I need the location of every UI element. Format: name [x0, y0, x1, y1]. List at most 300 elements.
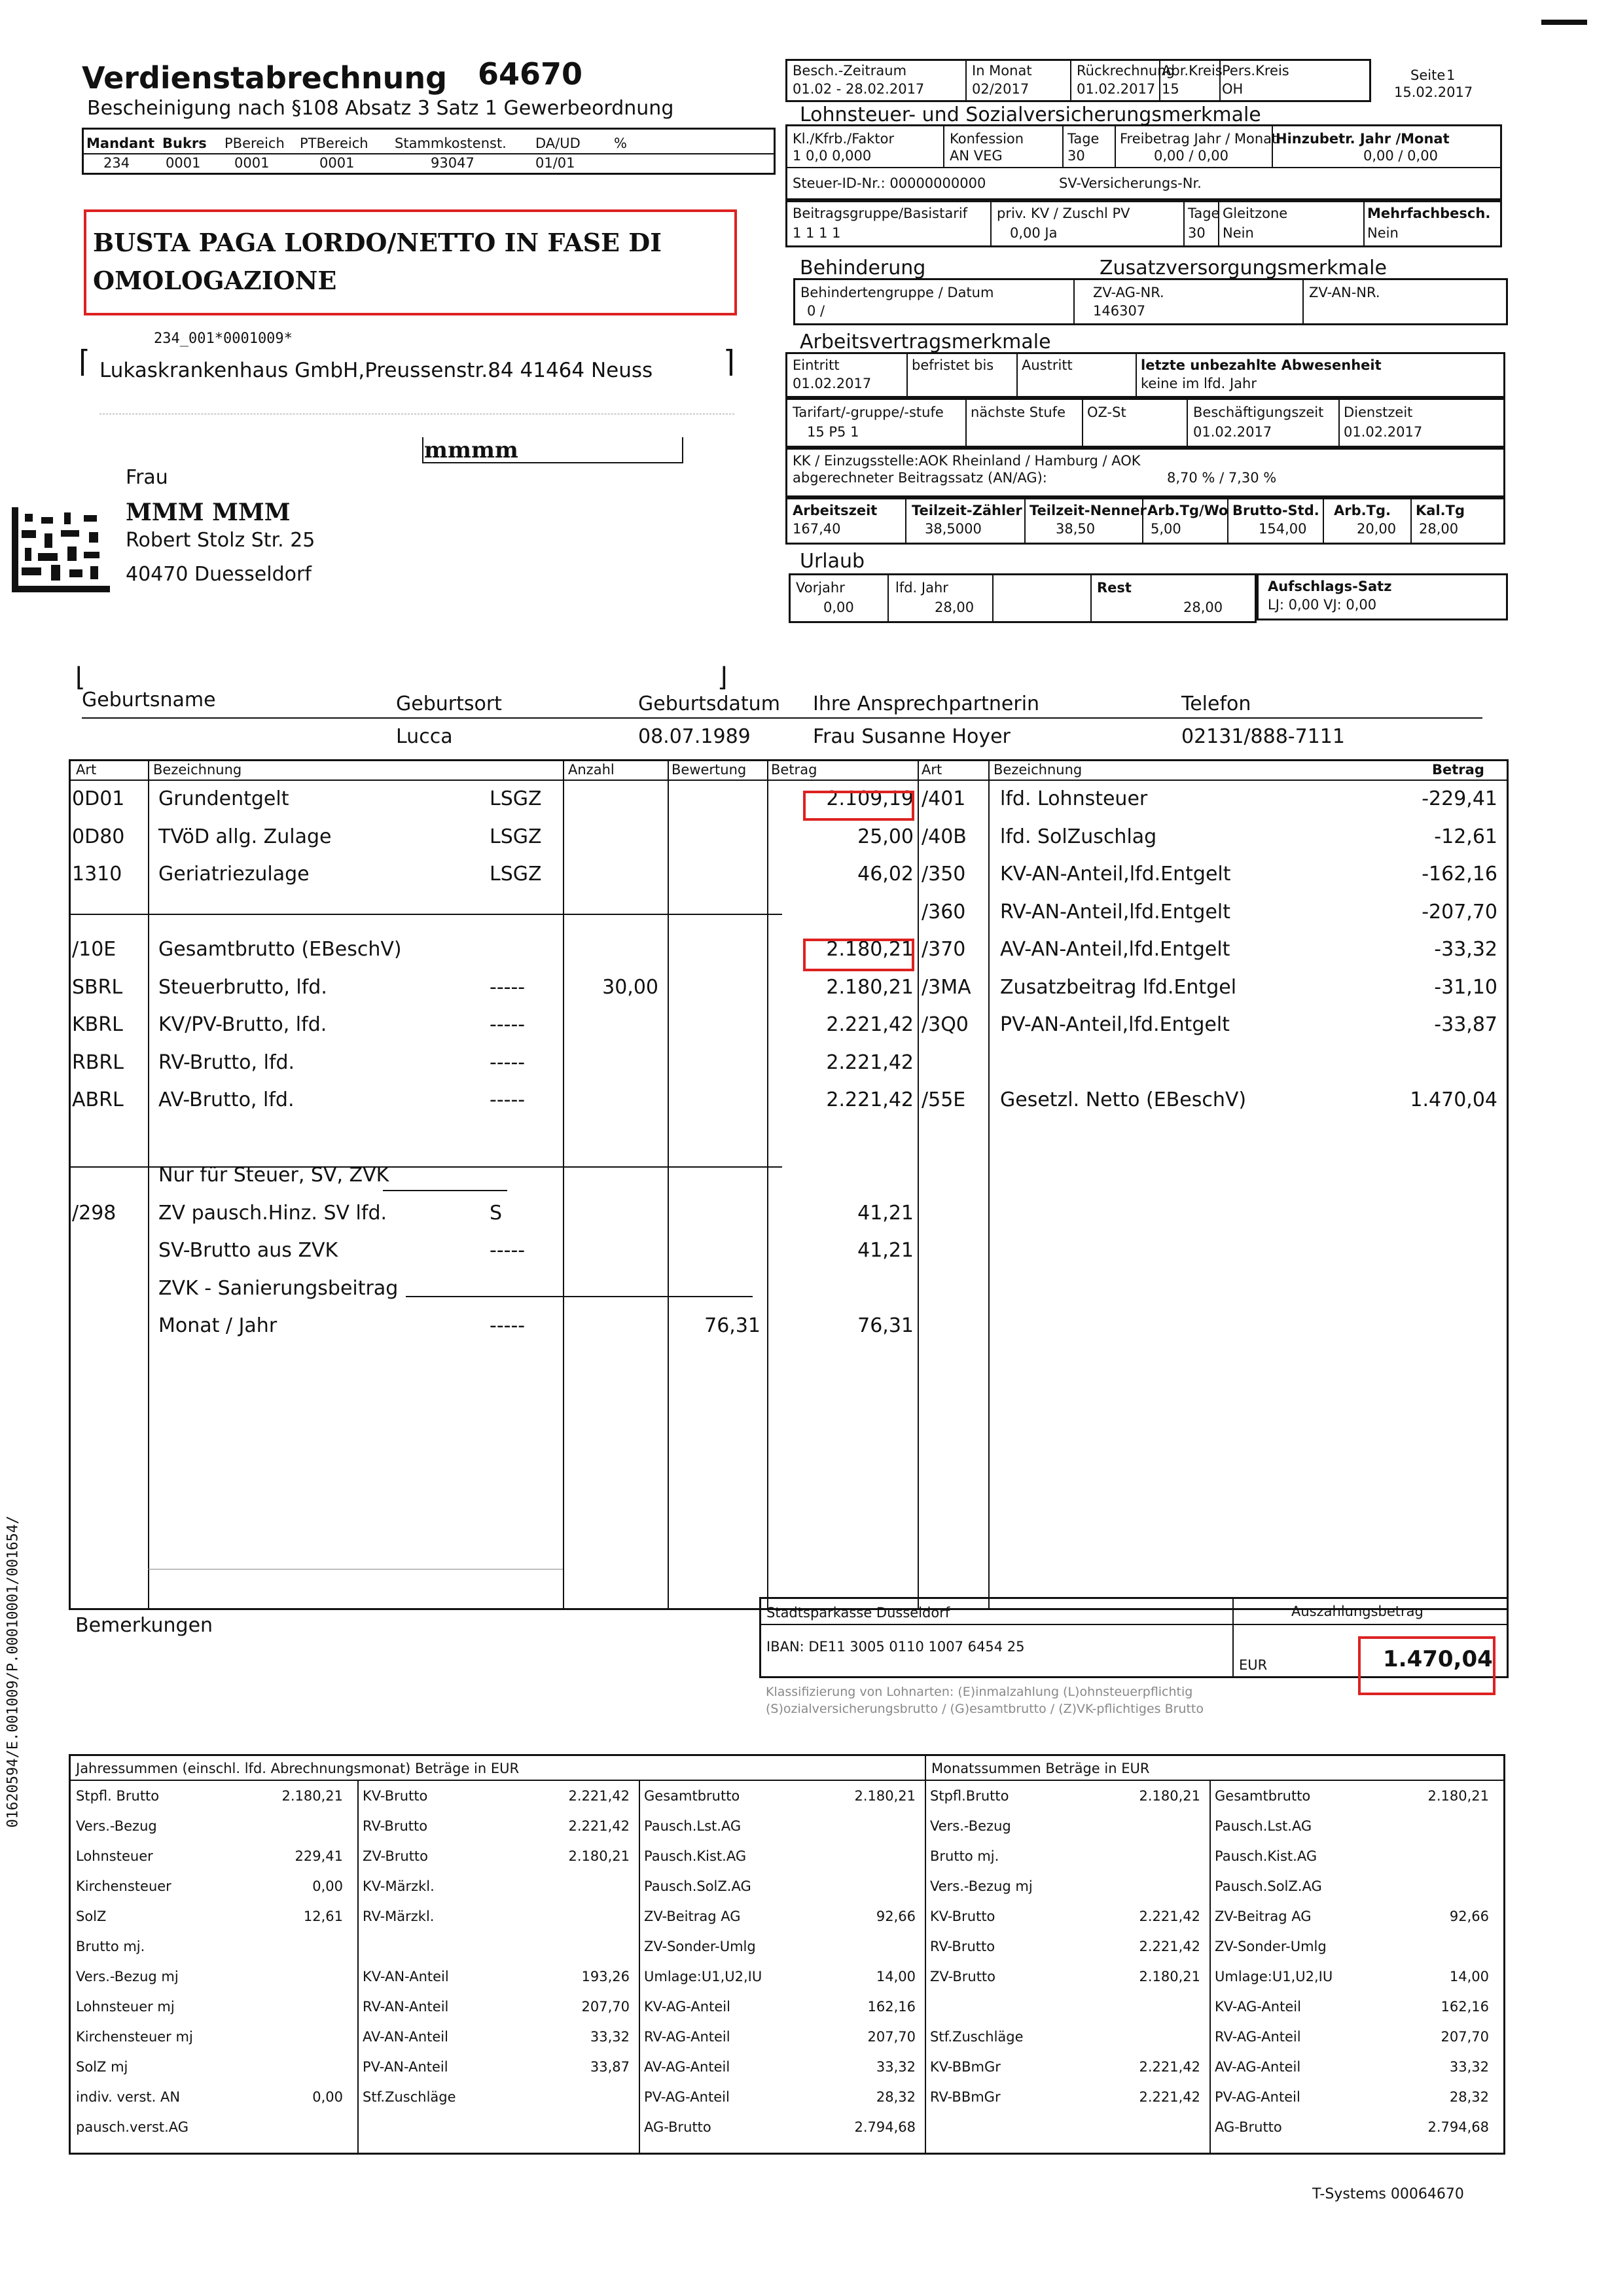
sum-label: Vers.-Bezug: [76, 1818, 157, 1834]
sum-label: RV-Märzkl.: [363, 1909, 435, 1924]
beitragsgruppe-value: 1 1 1 1: [793, 225, 841, 241]
sum-label: Vers.-Bezug: [930, 1818, 1011, 1834]
in-monat-label: In Monat: [972, 63, 1032, 79]
sum-label: AG-Brutto: [1215, 2119, 1282, 2135]
datamatrix-code: [12, 507, 110, 592]
left-row-flag: LSGZ: [490, 787, 542, 810]
sum-label: Stf.Zuschläge: [930, 2029, 1024, 2045]
left-row-flag: -----: [490, 1088, 526, 1111]
urlaub-title: Urlaub: [800, 550, 865, 573]
left-row-bezeichnung: ZV pausch.Hinz. SV lfd.: [158, 1201, 387, 1225]
pers-kreis-value: OH: [1222, 81, 1244, 97]
sum-label: Brutto mj.: [76, 1939, 145, 1954]
dienstzeit-label: Dienstzeit: [1344, 404, 1413, 420]
behinderung-title: Behinderung: [800, 257, 926, 279]
sum-value: 92,66: [1449, 1909, 1489, 1924]
right-row-bezeichnung: Gesetzl. Netto (EBeschV): [1000, 1088, 1247, 1111]
urlaub-box: [789, 573, 1257, 623]
sum-label: KV-AG-Anteil: [644, 1999, 730, 2015]
print-date: 15.02.2017: [1394, 84, 1473, 100]
arbeitszeit-label: Arbeitszeit: [793, 503, 878, 518]
stammkostenst-label: Stammkostenst.: [395, 135, 507, 151]
beitrag-box: [785, 200, 1502, 247]
abwesenheit-value: keine im lfd. Jahr: [1141, 376, 1257, 391]
sum-value: 2.221,42: [1139, 1939, 1200, 1954]
konfession-value: AN VEG: [950, 148, 1003, 164]
sum-label: ZV-Sonder-Umlg: [644, 1939, 756, 1954]
left-row-flag: -----: [490, 1013, 526, 1036]
sum-label: Lohnsteuer: [76, 1848, 153, 1864]
left-row-betrag: 41,21: [857, 1201, 914, 1225]
sum-label: AV-AG-Anteil: [644, 2059, 730, 2075]
sum-label: Kirchensteuer mj: [76, 2029, 193, 2045]
zv-ag-nr-label: ZV-AG-NR.: [1093, 285, 1164, 300]
sum-label: Pausch.SolZ.AG: [1215, 1878, 1322, 1894]
zv-an-nr-label: ZV-AN-NR.: [1309, 285, 1380, 300]
left-row-betrag: 25,00: [857, 825, 914, 848]
right-row-art: /3Q0: [922, 1013, 969, 1036]
iban: IBAN: DE11 3005 0110 1007 6454 25: [766, 1639, 1025, 1655]
right-row-art: /3MA: [922, 975, 971, 999]
employer-line: Lukaskrankenhaus GmbH,Preussenstr.84 41464 Neuss: [99, 359, 653, 382]
sum-label: indiv. verst. AN: [76, 2089, 181, 2105]
sum-value: 28,32: [876, 2089, 916, 2105]
sum-value: 207,70: [867, 2029, 916, 2045]
left-row-flag: LSGZ: [490, 825, 542, 848]
document-title: Verdienstabrechnung: [82, 60, 448, 96]
sum-label: Brutto mj.: [930, 1848, 999, 1864]
lfd-jahr-value: 28,00: [935, 600, 975, 615]
left-row-art: SBRL: [72, 975, 123, 999]
abr-kreis-value: 15: [1162, 81, 1179, 97]
left-row-bezeichnung: Grundentgelt: [158, 787, 289, 810]
employee-city: 40470 Duesseldorf: [126, 563, 312, 586]
sum-label: RV-AN-Anteil: [363, 1999, 449, 2015]
right-row-bezeichnung: RV-AN-Anteil,lfd.Entgelt: [1000, 900, 1231, 924]
sum-label: SolZ: [76, 1909, 107, 1924]
left-row-bezeichnung: Nur für Steuer, SV, ZVK: [158, 1164, 389, 1187]
right-row-art: /40B: [922, 825, 967, 848]
rest-label: Rest: [1097, 580, 1132, 596]
salutation: Frau: [126, 466, 168, 489]
besch-zeitraum-value: 01.02 - 28.02.2017: [793, 81, 925, 97]
col-anzahl: Anzahl: [568, 762, 615, 778]
tarif-box: [785, 398, 1505, 448]
sum-value: 0,00: [312, 2089, 343, 2105]
payout-amount: 1.470,04: [1383, 1646, 1493, 1672]
mandant-value: 234: [103, 155, 130, 171]
sum-label: Pausch.Lst.AG: [644, 1818, 742, 1834]
arb-tg-wo-value: 5,00: [1151, 521, 1181, 537]
steuer-id: Steuer-ID-Nr.: 00000000000: [793, 175, 986, 191]
left-row-art: 0D80: [72, 825, 125, 848]
sum-label: Stpfl.Brutto: [930, 1788, 1009, 1804]
mehrfachbesch-value: Nein: [1367, 225, 1399, 241]
left-row-bezeichnung: Geriatriezulage: [158, 863, 310, 886]
sum-value: 2.180,21: [568, 1848, 630, 1864]
ptbereich-value: 0001: [319, 155, 355, 171]
in-monat-value: 02/2017: [972, 81, 1030, 97]
left-row-betrag: 2.180,21: [826, 938, 914, 961]
tax-section-title: Lohnsteuer- und Sozialversicherungsmerkmale: [800, 103, 1261, 126]
left-row-flag: S: [490, 1201, 503, 1225]
oz-st-label: OZ-St: [1087, 404, 1126, 420]
brutto-std-value: 154,00: [1259, 521, 1307, 537]
left-row-bezeichnung: ZVK - Sanierungsbeitrag: [158, 1276, 399, 1300]
sum-value: 2.180,21: [854, 1788, 916, 1804]
sum-label: Pausch.Kist.AG: [1215, 1848, 1317, 1864]
left-row-anzahl: 30,00: [602, 975, 658, 999]
beschaeftigungszeit-label: Beschäftigungszeit: [1193, 404, 1324, 420]
sum-label: PV-AG-Anteil: [1215, 2089, 1300, 2105]
left-row-betrag: 2.221,42: [826, 1013, 914, 1036]
percent-label: %: [614, 135, 627, 151]
vorjahr-label: Vorjahr: [796, 580, 845, 596]
behindertengruppe-label: Behindertengruppe / Datum: [800, 285, 994, 300]
freibetrag-label: Freibetrag Jahr / Monat: [1120, 131, 1278, 147]
sum-label: ZV-Beitrag AG: [644, 1909, 741, 1924]
col-betrag-right: Betrag: [1432, 762, 1484, 778]
pers-kreis-label: Pers.Kreis: [1222, 63, 1289, 79]
sum-value: 12,61: [303, 1909, 343, 1924]
ansprechpartnerin-label: Ihre Ansprechpartnerin: [813, 692, 1040, 715]
beitragsgruppe-label: Beitragsgruppe/Basistarif: [793, 206, 968, 221]
sum-label: Umlage:U1,U2,IU: [644, 1969, 762, 1984]
sum-label: RV-Brutto: [930, 1939, 995, 1954]
mandant-box: [82, 128, 776, 175]
sum-label: AG-Brutto: [644, 2119, 711, 2135]
tarifart-value: 15 P5 1: [807, 424, 859, 440]
left-row-art: RBRL: [72, 1050, 124, 1074]
sum-label: Stpfl. Brutto: [76, 1788, 160, 1804]
eintritt-value: 01.02.2017: [793, 376, 872, 391]
sum-label: Pausch.Kist.AG: [644, 1848, 747, 1864]
bemerkungen-label: Bemerkungen: [75, 1614, 213, 1637]
bukrs-label: Bukrs: [162, 135, 207, 151]
arb-tg-label: Arb.Tg.: [1334, 503, 1391, 518]
sum-label: PV-AG-Anteil: [644, 2089, 730, 2105]
gesamtbrutto-highlight: [803, 939, 914, 971]
geburtsname-label: Geburtsname: [82, 689, 216, 711]
teilzeit-zaehler-value: 38,5000: [925, 521, 982, 537]
corner-mark-br: ⌋: [717, 662, 728, 692]
sum-value: 2.794,68: [1427, 2119, 1489, 2135]
sum-label: Gesamtbrutto: [1215, 1788, 1311, 1804]
sum-value: 207,70: [581, 1999, 630, 2015]
right-row-betrag: -162,16: [1422, 863, 1497, 886]
right-row-betrag: 1.470,04: [1410, 1088, 1497, 1111]
right-row-bezeichnung: PV-AN-Anteil,lfd.Entgelt: [1000, 1013, 1230, 1036]
rueckrechnung-label: Rückrechnung: [1077, 63, 1175, 79]
sum-label: RV-Brutto: [363, 1818, 428, 1834]
tage-label: Tage: [1067, 131, 1100, 147]
left-row-flag: -----: [490, 975, 526, 999]
sum-label: Umlage:U1,U2,IU: [1215, 1969, 1333, 1984]
sum-label: ZV-Sonder-Umlg: [1215, 1939, 1327, 1954]
right-row-betrag: -31,10: [1434, 975, 1497, 999]
tage2-value: 30: [1188, 225, 1206, 241]
sum-label: KV-AG-Anteil: [1215, 1999, 1301, 2015]
gleitzone-label: Gleitzone: [1223, 206, 1288, 221]
left-row-bezeichnung: Steuerbrutto, lfd.: [158, 975, 327, 999]
left-row-bezeichnung: TVöD allg. Zulage: [158, 825, 332, 848]
sum-value: 14,00: [1449, 1969, 1489, 1984]
eintritt-label: Eintritt: [793, 357, 840, 373]
rest-value: 28,00: [1183, 600, 1223, 615]
sum-value: 28,32: [1449, 2089, 1489, 2105]
grundentgelt-highlight: [803, 791, 914, 821]
behindertengruppe-value: 0 /: [807, 303, 825, 319]
arbeitszeit-value: 167,40: [793, 521, 841, 537]
kk-box: [785, 448, 1505, 497]
right-row-betrag: -12,61: [1434, 825, 1497, 848]
sum-value: 33,87: [590, 2059, 630, 2075]
sum-value: 33,32: [590, 2029, 630, 2045]
red-note-box: [84, 209, 737, 315]
sum-label: KV-AN-Anteil: [363, 1969, 449, 1984]
beitragssatz-label: abgerechneter Beitragssatz (AN/AG):: [793, 470, 1047, 486]
left-row-art: /10E: [72, 938, 116, 961]
left-row-flag: -----: [490, 1314, 526, 1337]
right-row-betrag: -207,70: [1422, 900, 1497, 924]
left-row-bezeichnung: SV-Brutto aus ZVK: [158, 1239, 338, 1262]
left-row-art: /298: [72, 1201, 116, 1225]
sum-label: RV-AG-Anteil: [644, 2029, 730, 2045]
teilzeit-nenner-label: Teilzeit-Nenner: [1030, 503, 1147, 518]
kl-label: Kl./Kfrb./Faktor: [793, 131, 895, 147]
bukrs-value: 0001: [166, 155, 201, 171]
right-row-betrag: -229,41: [1422, 787, 1497, 810]
left-row-betrag: 2.109,19: [826, 787, 914, 810]
overlay-top-text: mmmm: [424, 437, 518, 463]
tarifart-label: Tarifart/-gruppe/-stufe: [793, 404, 944, 420]
sum-value: 33,32: [876, 2059, 916, 2075]
sum-value: 2.180,21: [1139, 1969, 1200, 1984]
priv-kv-label: priv. KV / Zuschl PV: [997, 206, 1130, 221]
zv-ag-nr-value: 146307: [1093, 303, 1146, 319]
vorjahr-value: 0,00: [823, 600, 854, 615]
sum-value: 2.180,21: [281, 1788, 343, 1804]
geburtsort-value: Lucca: [396, 725, 453, 748]
sum-value: 2.221,42: [1139, 2089, 1200, 2105]
sum-label: RV-AG-Anteil: [1215, 2029, 1301, 2045]
befristet-label: befristet bis: [912, 357, 994, 373]
fine-print-2: (S)ozialversicherungsbrutto / (G)esamtbrutto / (Z)VK-pflichtiges Brutto: [766, 1702, 1204, 1716]
left-row-bezeichnung: Monat / Jahr: [158, 1314, 278, 1337]
col-art-right: Art: [922, 762, 942, 778]
employee-street: Robert Stolz Str. 25: [126, 529, 315, 552]
document-subtitle: Bescheinigung nach §108 Absatz 3 Satz 1 Gewerbeordnung: [87, 97, 674, 120]
kal-tg-label: Kal.Tg: [1416, 503, 1465, 518]
geburtsort-label: Geburtsort: [396, 692, 502, 715]
employee-name: MMM MMM: [126, 499, 291, 526]
side-barcode-text: 01620594/E.001009/P.00010001/001654/: [5, 1515, 22, 1828]
left-row-betrag: 46,02: [857, 863, 914, 886]
tax-box: [785, 124, 1502, 200]
corner-bar: [1541, 20, 1587, 25]
geburtsdatum-label: Geburtsdatum: [638, 692, 780, 715]
right-row-bezeichnung: Zusatzbeitrag lfd.Entgel: [1000, 975, 1237, 999]
eintritt-box: [785, 352, 1505, 398]
right-row-art: /55E: [922, 1088, 966, 1111]
col-bewertung: Bewertung: [672, 762, 747, 778]
left-row-betrag: 2.180,21: [826, 975, 914, 999]
kk-label: KK / Einzugsstelle:AOK Rheinland / Hamburg / AOK: [793, 453, 1141, 469]
telefon-label: Telefon: [1181, 692, 1251, 715]
left-row-betrag: 2.221,42: [826, 1050, 914, 1074]
sum-value: 0,00: [312, 1878, 343, 1894]
sum-label: ZV-Brutto: [363, 1848, 429, 1864]
address-code: 234_001*0001009*: [154, 331, 293, 347]
aufschlag-value: LJ: 0,00 VJ: 0,00: [1268, 597, 1377, 613]
sum-value: 162,16: [867, 1999, 916, 2015]
behinderung-box: [793, 278, 1508, 325]
col-bezeichnung-right: Bezeichnung: [994, 762, 1083, 778]
left-row-betrag: 2.221,42: [826, 1088, 914, 1111]
left-row-flag: -----: [490, 1050, 526, 1074]
sum-label: Stf.Zuschläge: [363, 2089, 456, 2105]
jahressummen-title: Jahressummen (einschl. lfd. Abrechnungsmonat) Beträge in EUR: [76, 1761, 520, 1776]
sums-table: [69, 1754, 1505, 2155]
right-row-bezeichnung: lfd. SolZuschlag: [1000, 825, 1157, 848]
teilzeit-zaehler-label: Teilzeit-Zähler: [912, 503, 1022, 518]
left-row-bezeichnung: RV-Brutto, lfd.: [158, 1050, 295, 1074]
col-betrag-left: Betrag: [771, 762, 817, 778]
priv-kv-value: 0,00 Ja: [1010, 225, 1058, 241]
corner-mark-left: ⌈: [79, 344, 90, 379]
corner-mark-right: ⌉: [723, 344, 735, 379]
left-row-art: KBRL: [72, 1013, 123, 1036]
left-row-betrag: 41,21: [857, 1239, 914, 1262]
mehrfachbesch-label: Mehrfachbesch.: [1367, 206, 1491, 221]
sum-value: 162,16: [1441, 1999, 1489, 2015]
sum-label: Pausch.Lst.AG: [1215, 1818, 1312, 1834]
sum-value: 2.180,21: [1139, 1788, 1200, 1804]
hinzubetrag-label: Hinzubetr. Jahr /Monat: [1276, 131, 1450, 147]
sum-value: 193,26: [581, 1969, 630, 1984]
footer-text: T-Systems 00064670: [1312, 2186, 1464, 2202]
sum-label: RV-BBmGr: [930, 2089, 1001, 2105]
sum-label: pausch.verst.AG: [76, 2119, 189, 2135]
ptbereich-label: PTBereich: [300, 135, 368, 151]
austritt-label: Austritt: [1022, 357, 1073, 373]
sum-label: KV-Brutto: [363, 1788, 428, 1804]
right-row-betrag: -33,87: [1434, 1013, 1497, 1036]
besch-zeitraum-label: Besch.-Zeitraum: [793, 63, 907, 79]
right-row-bezeichnung: AV-AN-Anteil,lfd.Entgelt: [1000, 938, 1230, 961]
sum-label: KV-Märzkl.: [363, 1878, 435, 1894]
sum-label: Gesamtbrutto: [644, 1788, 740, 1804]
sum-value: 2.221,42: [568, 1788, 630, 1804]
left-row-betrag: 76,31: [857, 1314, 914, 1337]
right-row-art: /401: [922, 787, 966, 810]
brutto-std-label: Brutto-Std.: [1232, 503, 1319, 518]
left-row-bezeichnung: KV/PV-Brutto, lfd.: [158, 1013, 327, 1036]
sum-label: KV-Brutto: [930, 1909, 995, 1924]
ansprechpartnerin-value: Frau Susanne Hoyer: [813, 725, 1011, 748]
right-row-art: /370: [922, 938, 966, 961]
mandant-label: Mandant: [86, 135, 155, 151]
dienstzeit-value: 01.02.2017: [1344, 424, 1423, 440]
right-row-art: /350: [922, 863, 966, 886]
sum-value: 2.794,68: [854, 2119, 916, 2135]
daud-label: DA/UD: [535, 135, 581, 151]
currency: EUR: [1239, 1657, 1268, 1673]
seite-value: 1: [1446, 67, 1456, 83]
fine-print-1: Klassifizierung von Lohnarten: (E)inmalzahlung (L)ohnsteuerpflichtig: [766, 1685, 1193, 1699]
gleitzone-value: Nein: [1223, 225, 1254, 241]
sum-label: AV-AG-Anteil: [1215, 2059, 1301, 2075]
sum-label: Vers.-Bezug mj: [930, 1878, 1033, 1894]
sum-label: ZV-Beitrag AG: [1215, 1909, 1312, 1924]
right-row-bezeichnung: lfd. Lohnsteuer: [1000, 787, 1148, 810]
sum-value: 2.180,21: [1427, 1788, 1489, 1804]
sum-label: PV-AN-Anteil: [363, 2059, 448, 2075]
sum-value: 14,00: [876, 1969, 916, 1984]
daud-value: 01/01: [535, 155, 575, 171]
left-row-flag: LSGZ: [490, 863, 542, 886]
sum-label: SolZ mj: [76, 2059, 128, 2075]
sum-label: Vers.-Bezug mj: [76, 1969, 179, 1984]
auszahlungsbetrag-label: Auszahlungsbetrag: [1291, 1604, 1424, 1619]
right-row-art: /360: [922, 900, 966, 924]
left-row-bewertung: 76,31: [704, 1314, 761, 1337]
left-row-bezeichnung: AV-Brutto, lfd.: [158, 1088, 295, 1111]
col-bezeichnung-left: Bezeichnung: [153, 762, 242, 778]
sum-label: ZV-Brutto: [930, 1969, 996, 1984]
telefon-value: 02131/888-7111: [1181, 725, 1345, 748]
col-art-left: Art: [76, 762, 97, 778]
sum-label: Kirchensteuer: [76, 1878, 171, 1894]
sum-value: 2.221,42: [1139, 2059, 1200, 2075]
sum-value: 92,66: [876, 1909, 916, 1924]
left-row-flag: -----: [490, 1239, 526, 1262]
payout-highlight: [1358, 1636, 1496, 1695]
tage-value: 30: [1067, 148, 1085, 164]
lfd-jahr-label: lfd. Jahr: [895, 580, 948, 596]
abr-kreis-label: Abr.Kreis: [1162, 63, 1223, 79]
kl-value: 1 0,0 0,000: [793, 148, 872, 164]
sum-value: 2.221,42: [1139, 1909, 1200, 1924]
right-row-betrag: -33,32: [1434, 938, 1497, 961]
zusatzversorgung-title: Zusatzversorgungsmerkmale: [1100, 257, 1387, 279]
corner-mark-bl: ⌊: [75, 662, 86, 692]
pbereich-label: PBereich: [224, 135, 285, 151]
hinzubetrag-value: 0,00 / 0,00: [1363, 148, 1438, 164]
sum-label: AV-AN-Anteil: [363, 2029, 448, 2045]
sum-value: 229,41: [295, 1848, 343, 1864]
teilzeit-nenner-value: 38,50: [1056, 521, 1096, 537]
beitragssatz-value: 8,70 % / 7,30 %: [1167, 470, 1277, 486]
sum-value: 33,32: [1449, 2059, 1489, 2075]
sv-nr: SV-Versicherungs-Nr.: [1059, 175, 1202, 191]
aufschlag-box: [1257, 573, 1508, 620]
arb-tg-wo-label: Arb.Tg/Wo: [1147, 503, 1228, 518]
monatssummen-title: Monatssummen Beträge in EUR: [931, 1761, 1150, 1776]
arb-tg-value: 20,00: [1357, 521, 1397, 537]
beschaeftigungszeit-value: 01.02.2017: [1193, 424, 1272, 440]
arbeitsvertrag-title: Arbeitsvertragsmerkmale: [800, 331, 1051, 353]
abwesenheit-label: letzte unbezahlte Abwesenheit: [1141, 357, 1382, 373]
konfession-label: Konfession: [950, 131, 1024, 147]
stammkostenst-value: 93047: [431, 155, 475, 171]
naechste-stufe-label: nächste Stufe: [971, 404, 1066, 420]
left-row-art: 1310: [72, 863, 122, 886]
seite-label: Seite: [1410, 67, 1446, 83]
sum-value: 207,70: [1441, 2029, 1489, 2045]
left-row-art: 0D01: [72, 787, 125, 810]
left-row-bezeichnung: Gesamtbrutto (EBeschV): [158, 938, 402, 961]
